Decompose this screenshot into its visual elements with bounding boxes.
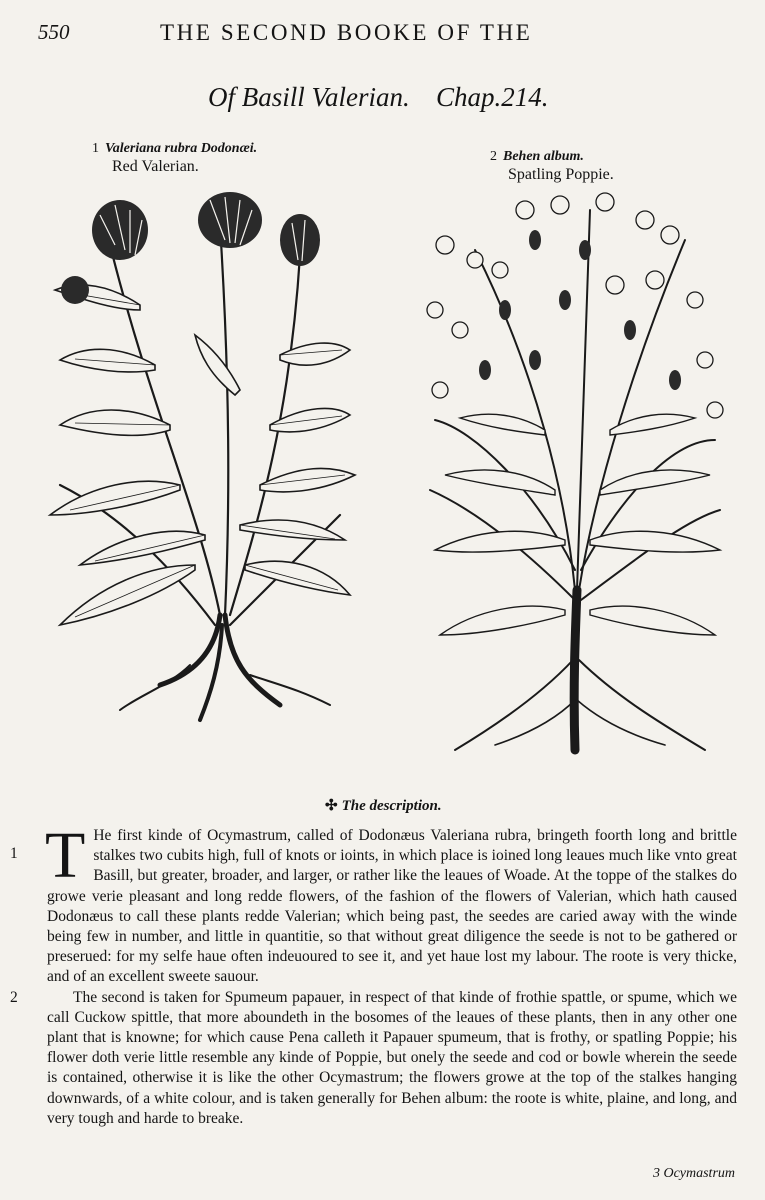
chapter-title	[0, 82, 765, 122]
description-text	[10, 819, 737, 1129]
section-heading-text: The description.	[341, 798, 442, 814]
paragraph-1	[10, 819, 737, 988]
paragraph-2	[10, 988, 737, 1129]
running-head: THE SECOND BOOKE OF THE	[160, 20, 533, 45]
figure-1-number: 1	[92, 141, 99, 156]
catchword: 3 Ocymastrum	[652, 1166, 735, 1181]
paragraph-1-text: He first kinde of Ocymastrum, called of Dodonæus Valeriana rubra, bringeth foorth long and brittle stalkes two cubits high, full of knots or ioints, in which place is ioined long leaues much like vnto great Basill, but greater, broader, and larger, or rather like the leaues of Woade. At the toppe of the stalkes do growe verie pleasant and long redde flowers, of the fashion of the flowers of Valerian, which hath caused Dodonæus to call these plants redde Valerian; which being past, the seedes are caried away with the winde being few in number, and little in quantitie, so that without great diligence the seede is not to be gathered or preserued: for my selfe haue often indeuoured to see it, and yet haue lost my labour. The roote is very thicke, and of an excellent sweete sauour.	[47, 827, 737, 986]
drop-cap: T	[45, 819, 86, 892]
spatling-poppie-woodcut	[415, 190, 735, 760]
page-number: 550	[38, 20, 70, 44]
figure-1-latin-name: Valeriana rubra Dodonæi.	[105, 141, 258, 156]
figure-2-number: 2	[490, 149, 497, 164]
chapter-number: Chap.214.	[436, 82, 549, 112]
section-heading	[325, 796, 442, 815]
paragraph-2-number: 2	[10, 988, 18, 1006]
figure-2-label	[490, 148, 614, 184]
figure-1-common-name: Red Valerian.	[112, 158, 199, 175]
paragraph-1-number: 1	[10, 845, 18, 862]
figure-2-latin-name: Behen album.	[503, 149, 584, 164]
paragraph-2-text: The second is taken for Spumeum papauer, in respect of that kinde of frothie spattle, or spume, which we call Cuckow spittle, that more aboundeth in the bosomes of the leaues of these plants, then in any other one plant that is knowne; for which cause Pena calleth it Papauer spumeum, that is frothy, or spatling Poppie; his flower doth verie little resemble any kinde of Poppie, but onely the seede and cod or bowle wherein the seede is contained, otherwise it is like the other Ocymastrum; the flowers growe at the top of the stalkes hanging downwards, of a white colour, and is taken generally for Behen album: the roote is white, plaine, and long, and very tough and harde to breake.	[47, 988, 737, 1127]
page-header	[0, 20, 765, 54]
figure-1-label	[92, 140, 257, 176]
figure-2-common-name: Spatling Poppie.	[508, 166, 614, 183]
red-valerian-woodcut	[30, 185, 360, 725]
ornament-icon: ✣	[325, 798, 338, 814]
chapter-name: Of Basill Valerian.	[208, 82, 410, 112]
